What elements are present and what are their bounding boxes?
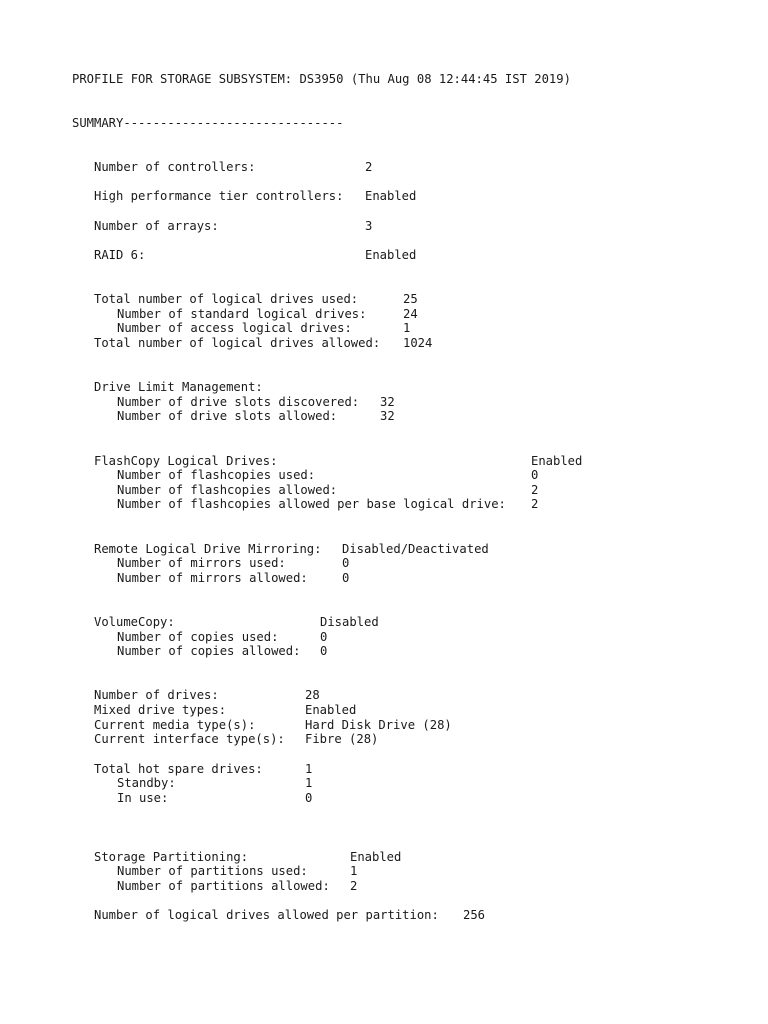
mirroring-value: Disabled/Deactivated <box>342 542 489 556</box>
drive-limit-label: Drive Limit Management: <box>94 380 263 394</box>
interface-types-value: Fibre (28) <box>305 732 379 746</box>
drive-slots-discovered-value: 32 <box>380 395 395 409</box>
logical-drives-total-used-label: Total number of logical drives used: <box>94 292 359 306</box>
drive-slots-allowed-label: Number of drive slots allowed: <box>117 409 338 423</box>
drive-slots-allowed-value: 32 <box>380 409 395 423</box>
raid6-value: Enabled <box>365 248 417 262</box>
copies-used-label: Number of copies used: <box>117 630 279 644</box>
partitions-used-value: 1 <box>350 864 358 878</box>
mirroring-label: Remote Logical Drive Mirroring: <box>94 542 322 556</box>
high-perf-tier-value: Enabled <box>365 189 417 203</box>
mixed-drive-types-label: Mixed drive types: <box>94 703 227 717</box>
mixed-drive-types-value: Enabled <box>305 703 357 717</box>
media-types-value: Hard Disk Drive (28) <box>305 718 452 732</box>
flashcopies-used-value: 0 <box>531 468 539 482</box>
logical-drives-access-value: 1 <box>403 321 411 335</box>
logical-drives-standard-value: 24 <box>403 307 418 321</box>
high-perf-tier-label: High performance tier controllers: <box>94 189 344 203</box>
flashcopies-per-base-label: Number of flashcopies allowed per base logical drive: <box>117 497 506 511</box>
mirrors-allowed-value: 0 <box>342 571 350 585</box>
logical-drives-total-used-value: 25 <box>403 292 418 306</box>
flashcopy-label: FlashCopy Logical Drives: <box>94 454 278 468</box>
summary-heading: SUMMARY------------------------------ <box>72 116 344 130</box>
partitions-allowed-label: Number of partitions allowed: <box>117 879 330 893</box>
hot-spare-standby-value: 1 <box>305 776 313 790</box>
partitioning-value: Enabled <box>350 850 402 864</box>
logical-drives-access-label: Number of access logical drives: <box>117 321 352 335</box>
controllers-count-value: 2 <box>365 160 373 174</box>
logical-drives-total-allowed-value: 1024 <box>403 336 433 350</box>
raid6-label: RAID 6: <box>94 248 146 262</box>
drive-slots-discovered-label: Number of drive slots discovered: <box>117 395 360 409</box>
flashcopies-per-base-value: 2 <box>531 497 539 511</box>
logical-drives-standard-label: Number of standard logical drives: <box>117 307 367 321</box>
hot-spare-in-use-value: 0 <box>305 791 313 805</box>
flashcopies-used-label: Number of flashcopies used: <box>117 468 316 482</box>
flashcopies-allowed-label: Number of flashcopies allowed: <box>117 483 338 497</box>
copies-allowed-label: Number of copies allowed: <box>117 644 301 658</box>
logical-drives-per-partition-label: Number of logical drives allowed per partition: <box>94 908 439 922</box>
mirrors-used-label: Number of mirrors used: <box>117 556 286 570</box>
flashcopy-value: Enabled <box>531 454 583 468</box>
copies-allowed-value: 0 <box>320 644 328 658</box>
mirrors-allowed-label: Number of mirrors allowed: <box>117 571 308 585</box>
hot-spare-in-use-label: In use: <box>117 791 169 805</box>
hot-spare-standby-label: Standby: <box>117 776 176 790</box>
hot-spare-total-value: 1 <box>305 762 313 776</box>
hot-spare-total-label: Total hot spare drives: <box>94 762 263 776</box>
logical-drives-total-allowed-label: Total number of logical drives allowed: <box>94 336 381 350</box>
logical-drives-per-partition-value: 256 <box>463 908 486 922</box>
media-types-label: Current media type(s): <box>94 718 256 732</box>
flashcopies-allowed-value: 2 <box>531 483 539 497</box>
partitioning-label: Storage Partitioning: <box>94 850 249 864</box>
interface-types-label: Current interface type(s): <box>94 732 285 746</box>
mirrors-used-value: 0 <box>342 556 350 570</box>
partitions-allowed-value: 2 <box>350 879 358 893</box>
arrays-count-value: 3 <box>365 219 373 233</box>
partitions-used-label: Number of partitions used: <box>117 864 308 878</box>
volumecopy-label: VolumeCopy: <box>94 615 175 629</box>
volumecopy-value: Disabled <box>320 615 379 629</box>
drives-count-label: Number of drives: <box>94 688 219 702</box>
arrays-count-label: Number of arrays: <box>94 219 219 233</box>
copies-used-value: 0 <box>320 630 328 644</box>
drives-count-value: 28 <box>305 688 320 702</box>
profile-header: PROFILE FOR STORAGE SUBSYSTEM: DS3950 (Thu Aug 08 12:44:45 IST 2019) <box>72 72 571 86</box>
controllers-count-label: Number of controllers: <box>94 160 256 174</box>
